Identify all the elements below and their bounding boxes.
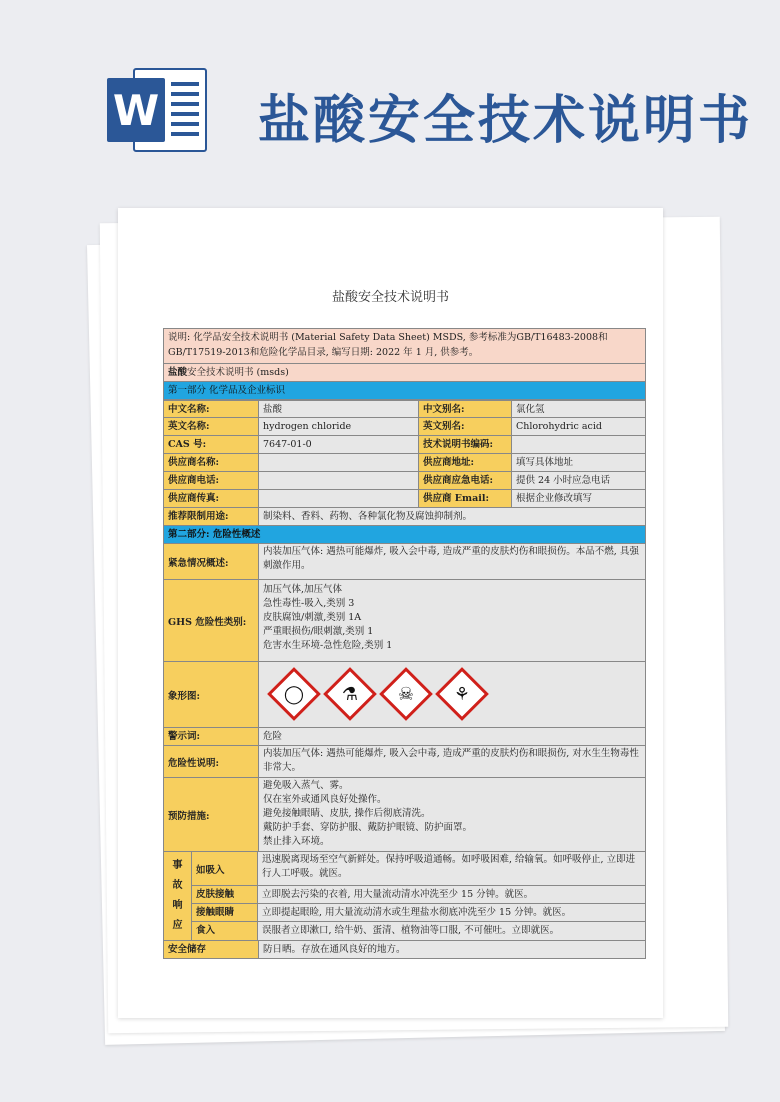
intro-text: 说明: 化学品安全技术说明书 (Material Safety Data Sheet) MSDS, 参考标准为GB/T16483-2008和GB/T17519-2013和危险化学品目录, 编写日期: 2022 年 1 月, 供参考。 <box>168 332 608 358</box>
field-label: 英文别名: <box>419 418 512 435</box>
gas-cylinder-icon: ◯ <box>267 667 321 721</box>
section-1-header: 第一部分 化学品及企业标识 <box>163 382 646 400</box>
signal-row <box>163 728 646 746</box>
environment-icon: ⚘ <box>435 667 489 721</box>
subtitle-row <box>163 364 646 382</box>
header <box>0 0 780 190</box>
response-row: 食入 误服者立即漱口, 给牛奶、蛋清、植物油等口服, 不可催吐。立即就医。 <box>192 922 645 940</box>
field-value <box>259 490 419 507</box>
field-value: 根据企业修改填写 <box>512 490 645 507</box>
signal-value: 危险 <box>259 728 645 745</box>
word-icon: W <box>107 68 209 152</box>
field-label: 英文名称: <box>164 418 259 435</box>
field-value: Chlorohydric acid <box>512 418 645 435</box>
hazard-label: 危险性说明: <box>164 746 259 777</box>
field-value <box>259 472 419 489</box>
pictograms <box>263 663 641 721</box>
field-label: 供应商 Email: <box>419 490 512 507</box>
field-label: 技术说明书编码: <box>419 436 512 453</box>
document-title: 盐酸安全技术说明书 <box>331 290 449 305</box>
field-label: 中文名称: <box>164 401 259 417</box>
page-title: 盐酸安全技术说明书 <box>258 91 754 151</box>
emergency-value: 内装加压气体: 遇热可能爆炸, 吸入会中毒, 造成严重的皮肤灼伤和眼损伤。本品不燃, 具强刺激作用。 <box>259 544 645 579</box>
intro-row <box>163 328 646 364</box>
info-row <box>163 400 646 418</box>
ghs-label: GHS 危险性类别: <box>164 580 259 661</box>
info-row <box>163 436 646 454</box>
storage-label: 安全储存 <box>164 941 259 958</box>
field-label: 供应商名称: <box>164 454 259 471</box>
ghs-row <box>163 580 646 662</box>
field-label: CAS 号: <box>164 436 259 453</box>
skull-crossbones-icon: ☠ <box>379 667 433 721</box>
subtitle-rest: 安全技术说明书 (msds) <box>187 367 289 378</box>
field-value: 7647-01-0 <box>259 436 419 453</box>
field-label: 供应商传真: <box>164 490 259 507</box>
field-label: 中文别名: <box>419 401 512 417</box>
response-block <box>163 852 646 941</box>
pictogram-row <box>163 662 646 728</box>
storage-value: 防日晒。存放在通风良好的地方。 <box>259 941 645 958</box>
field-value: 氯化氢 <box>512 401 645 417</box>
corrosion-icon: ⚗ <box>323 667 377 721</box>
field-value: 盐酸 <box>259 401 419 417</box>
info-row <box>163 418 646 436</box>
info-row <box>163 472 646 490</box>
signal-label: 警示词: <box>164 728 259 745</box>
field-value: hydrogen chloride <box>259 418 419 435</box>
restrict-row <box>163 508 646 526</box>
field-value: 填写具体地址 <box>512 454 645 471</box>
restrict-value: 制染料、香料、药物、各种氯化物及腐蚀抑制剂。 <box>259 508 645 525</box>
response-row: 皮肤接触 立即脱去污染的衣着, 用大量流动清水冲洗至少 15 分钟。就医。 <box>192 886 645 904</box>
restrict-label: 推荐限制用途: <box>164 508 259 525</box>
prevent-label: 预防措施: <box>164 778 259 851</box>
hazard-row <box>163 746 646 778</box>
field-label: 供应商地址: <box>419 454 512 471</box>
field-value <box>512 436 645 453</box>
prevent-lines: 避免吸入蒸气、雾。 仅在室外或通风良好处操作。 避免接触眼睛、皮肤, 操作后彻底清洗。 戴防护手套、穿防护服、戴防护眼镜、防护面罩。 禁止排入环境。 <box>259 778 645 851</box>
info-row <box>163 454 646 472</box>
section-2-header: 第二部分: 危险性概述 <box>163 526 646 544</box>
ghs-lines: 加压气体,加压气体 急性毒性-吸入,类别 3 皮肤腐蚀/刺激,类别 1A 严重眼损伤/眼刺激,类别 1 危害水生环境-急性危险,类别 1 <box>259 580 645 661</box>
emergency-label: 紧急情况概述: <box>164 544 259 579</box>
field-value: 提供 24 小时应急电话 <box>512 472 645 489</box>
field-label: 供应商应急电话: <box>419 472 512 489</box>
storage-row <box>163 941 646 959</box>
field-value <box>259 454 419 471</box>
response-side-label: 事 故 响 应 <box>164 852 192 940</box>
emergency-row <box>163 544 646 580</box>
hazard-value: 内装加压气体: 遇热可能爆炸, 吸入会中毒, 造成严重的皮肤灼伤和眼损伤, 对水生生物毒性非常大。 <box>259 746 645 777</box>
document-page <box>118 208 663 1018</box>
field-label: 供应商电话: <box>164 472 259 489</box>
pictogram-label: 象形图: <box>164 662 259 727</box>
prevent-row <box>163 778 646 852</box>
msds-table <box>163 328 646 959</box>
response-row: 如吸入 迅速脱离现场至空气新鲜处。保持呼吸道通畅。如呼吸困难, 给输氧。如呼吸停止, 立即进行人工呼吸。就医。 <box>192 852 645 886</box>
subtitle-bold: 盐酸 <box>168 367 188 378</box>
response-row: 接触眼睛 立即提起眼睑, 用大量流动清水或生理盐水彻底冲洗至少 15 分钟。就医。 <box>192 904 645 922</box>
info-row <box>163 490 646 508</box>
